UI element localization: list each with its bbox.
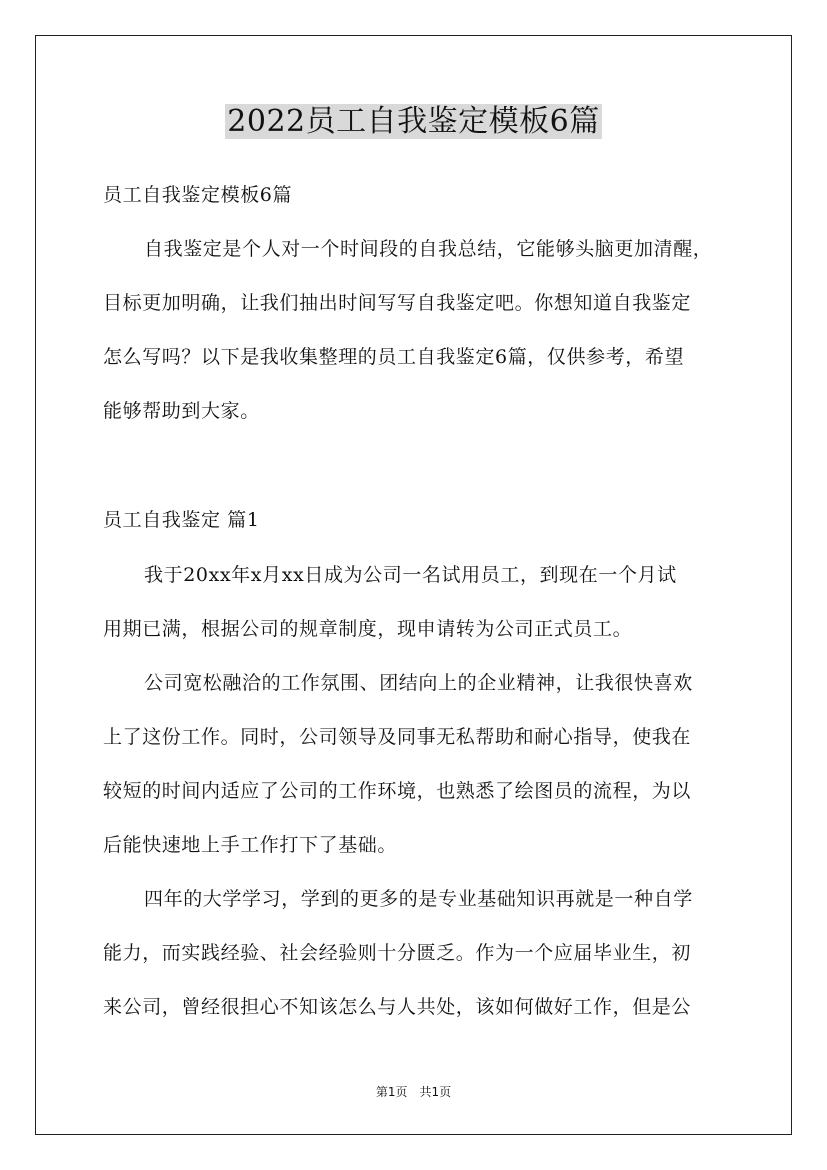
document-title-text: 2022员工自我鉴定模板6篇 [227, 104, 600, 139]
section-heading: 员工自我鉴定 篇1 [103, 509, 260, 531]
paragraph-line: 较短的时间内适应了公司的工作环境，也熟悉了绘图员的流程，为以 [103, 780, 692, 802]
document-subtitle: 员工自我鉴定模板6篇 [103, 184, 293, 206]
intro-line: 怎么写吗？以下是我收集整理的员工自我鉴定6篇，仅供参考，希望 [103, 346, 685, 368]
intro-line: 目标更加明确，让我们抽出时间写写自我鉴定吧。你想知道自我鉴定 [103, 292, 692, 314]
paragraph-line: 后能快速地上手工作打下了基础。 [103, 834, 398, 856]
paragraph-line: 用期已满，根据公司的规章制度，现申请转为公司正式员工。 [103, 618, 633, 640]
page-number: 第1页 [375, 1085, 408, 1099]
page-footer [0, 1083, 827, 1101]
document-title [0, 100, 827, 144]
paragraph-line: 公司宽松融洽的工作氛围、团结向上的企业精神，让我很快喜欢 [144, 672, 693, 694]
intro-line: 能够帮助到大家。 [103, 400, 260, 422]
intro-line: 自我鉴定是个人对一个时间段的自我总结，它能够头脑更加清醒， [144, 238, 713, 260]
paragraph-line: 上了这份工作。同时，公司领导及同事无私帮助和耐心指导，使我在 [103, 726, 692, 748]
paragraph-line: 能力，而实践经验、社会经验则十分匮乏。作为一个应届毕业生，初 [103, 942, 692, 964]
paragraph-line: 四年的大学学习，学到的更多的是专业基础知识再就是一种自学 [144, 888, 693, 910]
paragraph-line: 来公司，曾经很担心不知该怎么与人共处，该如何做好工作，但是公 [103, 996, 692, 1018]
paragraph-line: 我于20xx年x月xx日成为公司一名试用员工，到现在一个月试 [144, 564, 677, 586]
page-total: 共1页 [419, 1085, 452, 1099]
